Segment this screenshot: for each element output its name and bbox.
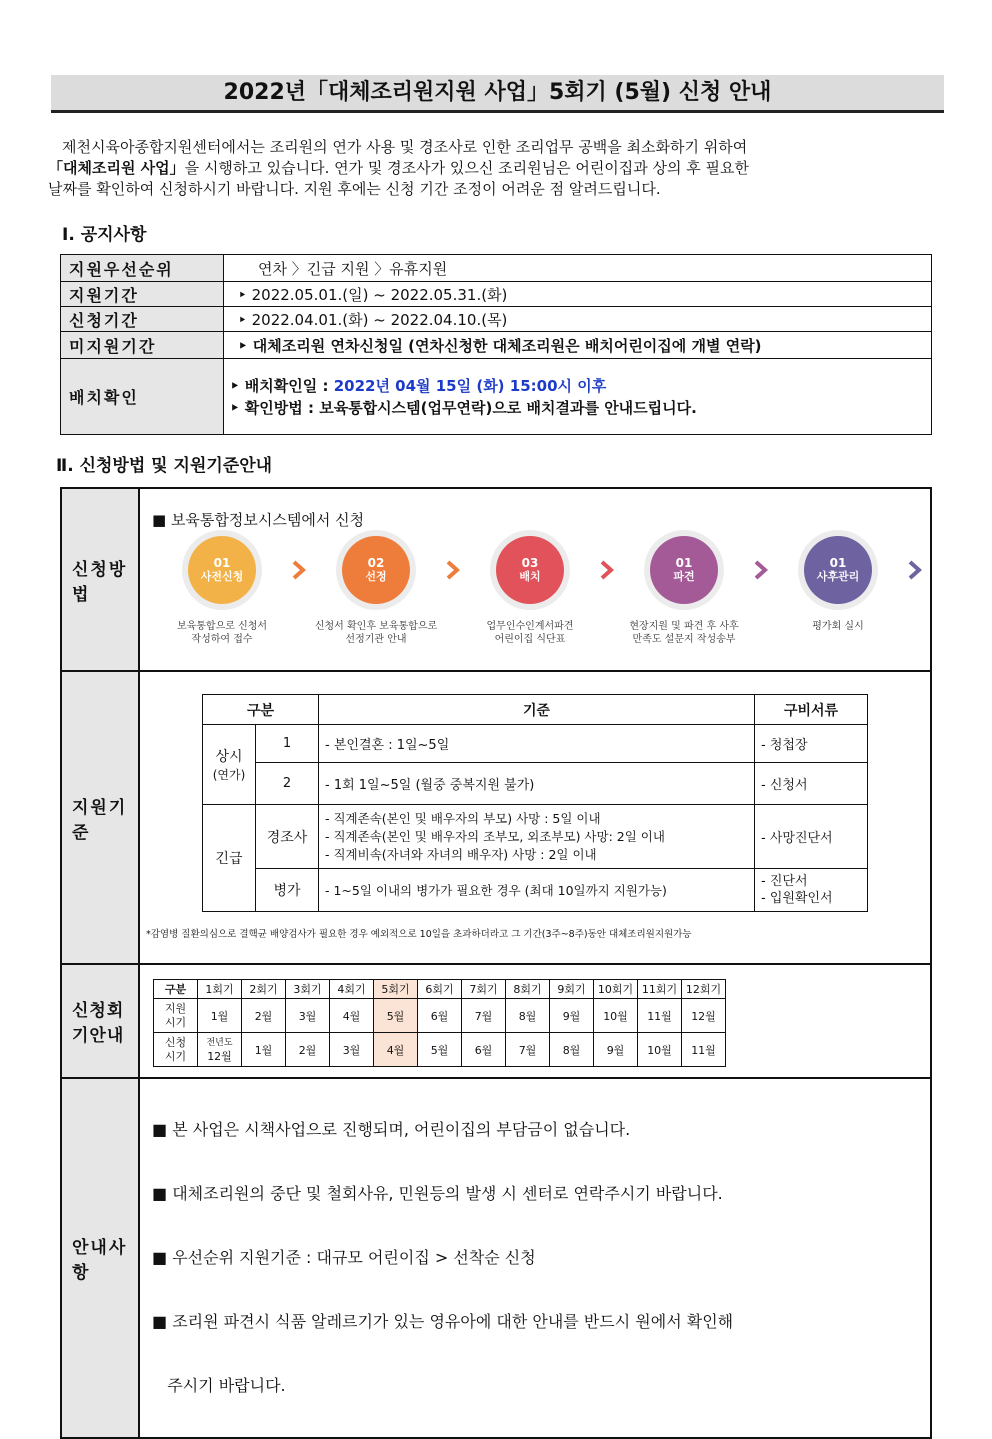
notice-value: ‣ 2022.05.01.(일) ~ 2022.05.31.(화) xyxy=(224,282,932,307)
criteria-number: 1 xyxy=(256,725,319,763)
rounds-cell: 8월 xyxy=(550,1033,594,1067)
rounds-cell: 6월 xyxy=(462,1033,506,1067)
notice-row-priority xyxy=(61,255,932,282)
intro-line-1: 제천시육아종합지원센터에서는 조리원의 연가 사용 및 경조사로 인한 조리업무 공백을 최소화하기 위하여 xyxy=(62,138,748,156)
step-desc-line: 만족도 설문지 작성송부 xyxy=(632,634,736,645)
notice-label: 배치확인 xyxy=(61,359,224,435)
notice-table xyxy=(60,254,932,435)
step-5 xyxy=(768,536,908,648)
doc-line: - 진단서 xyxy=(761,874,808,889)
rounds-cell: 12월 xyxy=(682,999,726,1033)
step-name: 선정 xyxy=(365,570,387,583)
step-name: 사전신청 xyxy=(200,570,244,583)
criteria-header: 구분 xyxy=(203,695,319,725)
rounds-header-cell: 5회기 xyxy=(374,980,418,999)
step-desc-line: 어린이집 식단표 xyxy=(494,634,566,645)
rounds-cell: 5월 xyxy=(374,999,418,1033)
rounds-cell: 2월 xyxy=(286,1033,330,1067)
chevron-right-icon xyxy=(292,560,306,580)
rounds-header-cell: 3회기 xyxy=(286,980,330,999)
info-content xyxy=(139,1078,931,1438)
rounds-header-cell: 8회기 xyxy=(506,980,550,999)
rounds-table xyxy=(153,979,726,1067)
step-description xyxy=(487,620,574,648)
criteria-row xyxy=(203,805,868,869)
rounds-cell: 11월 xyxy=(638,999,682,1033)
criteria-content xyxy=(139,671,931,964)
step-name: 배치 xyxy=(519,570,541,583)
row-criteria xyxy=(61,671,931,964)
criteria-row xyxy=(203,763,868,805)
chevron-right-icon xyxy=(754,560,768,580)
criteria-document xyxy=(755,869,868,912)
notice-value xyxy=(224,359,932,435)
step-number: 02 xyxy=(367,556,385,570)
rounds-cell: 7월 xyxy=(462,999,506,1033)
criteria-text: - 1~5일 이내의 병가가 필요한 경우 (최대 10일까지 지원가능) xyxy=(319,869,755,912)
placement-date-value: 2022년 04월 15일 (화) 15:00시 이후 xyxy=(333,376,607,395)
label-line: 시기 xyxy=(164,1049,187,1063)
row-method xyxy=(61,488,931,671)
placement-date-line xyxy=(230,375,923,397)
step-number: 01 xyxy=(829,556,847,570)
criteria-text xyxy=(319,805,755,869)
page-title: 2022년「대체조리원지원 사업」5회기 (5월) 신청 안내 xyxy=(51,75,944,113)
notice-label: 지원우선순위 xyxy=(61,255,224,282)
placement-date-label: ‣ 배치확인일 : xyxy=(230,376,334,395)
step-desc-line: 선정기관 안내 xyxy=(345,634,407,645)
section2-heading: Ⅱ. 신청방법 및 지원기준안내 xyxy=(56,456,273,476)
rounds-cell: 7월 xyxy=(506,1033,550,1067)
notice-row-period xyxy=(61,282,932,307)
criteria-header: 기준 xyxy=(319,695,755,725)
rounds-cell: 3월 xyxy=(330,1033,374,1067)
intro-paragraph xyxy=(48,137,946,200)
notice-row-apply xyxy=(61,307,932,332)
label-line: 지원 xyxy=(164,1001,187,1015)
step-desc-line: 평가회 실시 xyxy=(812,621,864,632)
criteria-label: 지원기준 xyxy=(61,671,139,964)
info-line: ■ 본 사업은 시책사업으로 진행되며, 어린이집의 부담금이 없습니다. xyxy=(152,1120,631,1139)
rounds-header-cell: 9회기 xyxy=(550,980,594,999)
label-line: 시기 xyxy=(164,1015,187,1029)
criteria-line: - 직계비속(자녀와 자녀의 배우자) 사망 : 2일 이내 xyxy=(325,846,597,862)
method-content xyxy=(139,488,931,671)
rounds-header-row xyxy=(154,980,726,999)
step-circle xyxy=(650,536,718,604)
rounds-cell xyxy=(198,1033,242,1067)
method-label: 신청방법 xyxy=(61,488,139,671)
criteria-row xyxy=(203,725,868,763)
rounds-header-cell: 1회기 xyxy=(198,980,242,999)
criteria-footnote: *감염병 질환의심으로 결핵균 배양검사가 필요한 경우 예외적으로 10일을 초과하더라고 그 기간(3주~8주)동안 대체조리원지원가능 xyxy=(146,929,692,940)
rounds-cell: 9월 xyxy=(594,1033,638,1067)
rounds-header-cell: 7회기 xyxy=(462,980,506,999)
notice-value: ‣ 2022.04.01.(화) ~ 2022.04.10.(목) xyxy=(224,307,932,332)
rounds-row-label xyxy=(154,999,198,1033)
criteria-document: - 사망진단서 xyxy=(755,805,868,869)
step-name: 파견 xyxy=(673,570,695,583)
label-line: 신청 xyxy=(164,1035,187,1049)
criteria-document: - 신청서 xyxy=(755,763,868,805)
step-desc-line: 업무인수인계서파견 xyxy=(486,621,574,632)
chevron-right-icon xyxy=(446,560,460,580)
rounds-cell: 1월 xyxy=(242,1033,286,1067)
notice-label: 미지원기간 xyxy=(61,332,224,359)
step-number: 01 xyxy=(213,556,231,570)
notice-value: ‣ 대체조리원 연차신청일 (연차신청한 대체조리원은 배치어린이집에 개별 연락) xyxy=(224,332,932,359)
rounds-label: 신청회기안내 xyxy=(61,964,139,1078)
rounds-cell: 10월 xyxy=(638,1033,682,1067)
step-description xyxy=(177,620,267,648)
support-table xyxy=(60,487,932,1439)
step-description xyxy=(629,620,738,648)
rounds-header-cell: 10회기 xyxy=(594,980,638,999)
rounds-cell: 5월 xyxy=(418,1033,462,1067)
row-info xyxy=(61,1078,931,1438)
rounds-header-cell: 12회기 xyxy=(682,980,726,999)
intro-line-3: 날짜를 확인하여 신청하시기 바랍니다. 지원 후에는 신청 기간 조정이 어려운 점 알려드립니다. xyxy=(48,180,661,198)
step-circle xyxy=(342,536,410,604)
rounds-cell: 4월 xyxy=(374,1033,418,1067)
cell-line: 전년도 xyxy=(206,1037,233,1048)
step-4 xyxy=(614,536,754,648)
notice-row-excluded xyxy=(61,332,932,359)
step-number: 01 xyxy=(675,556,693,570)
criteria-document: - 청첩장 xyxy=(755,725,868,763)
doc-line: - 입원확인서 xyxy=(761,891,833,906)
criteria-text: - 본인결혼 : 1일~5일 xyxy=(319,725,755,763)
step-circle xyxy=(804,536,872,604)
criteria-table xyxy=(202,694,868,912)
rounds-header-cell: 구분 xyxy=(154,980,198,999)
rounds-header-cell: 11회기 xyxy=(638,980,682,999)
criteria-header-row xyxy=(203,695,868,725)
rounds-cell: 9월 xyxy=(550,999,594,1033)
info-line: ■ 대체조리원의 중단 및 철회사유, 민원등의 발생 시 센터로 연락주시기 바랍니다. xyxy=(152,1184,723,1203)
rounds-cell: 3월 xyxy=(286,999,330,1033)
notice-label: 지원기간 xyxy=(61,282,224,307)
intro-line-2-rest: 을 시행하고 있습니다. 연가 및 경조사가 있으신 조리원님은 어린이집과 상의 후 필요한 xyxy=(184,159,750,177)
rounds-apply-row xyxy=(154,1033,726,1067)
step-circle xyxy=(188,536,256,604)
rounds-content xyxy=(139,964,931,1078)
process-steps xyxy=(152,536,922,648)
criteria-row xyxy=(203,869,868,912)
criteria-text: - 1회 1일~5일 (월중 중복지원 불가) xyxy=(319,763,755,805)
step-description xyxy=(315,620,437,648)
info-line: ■ 조리원 파견시 식품 알레르기가 있는 영유아에 대한 안내를 반드시 원에서 확인해 xyxy=(152,1312,734,1331)
rounds-header-cell: 4회기 xyxy=(330,980,374,999)
step-circle xyxy=(496,536,564,604)
notice-label: 신청기간 xyxy=(61,307,224,332)
intro-line-2 xyxy=(48,158,946,179)
criteria-subcategory: 경조사 xyxy=(256,805,319,869)
row-rounds xyxy=(61,964,931,1078)
category-regular: 상시 xyxy=(215,749,243,765)
intro-bold-program: 「대체조리원 사업」 xyxy=(48,159,185,177)
step-desc-line: 보육통합으로 신청서 xyxy=(176,621,268,632)
rounds-header-cell: 2회기 xyxy=(242,980,286,999)
rounds-row-label xyxy=(154,1033,198,1067)
rounds-support-row xyxy=(154,999,726,1033)
rounds-cell: 1월 xyxy=(198,999,242,1033)
rounds-cell: 2월 xyxy=(242,999,286,1033)
step-3 xyxy=(460,536,600,648)
rounds-cell: 6월 xyxy=(418,999,462,1033)
step-desc-line: 현장지원 및 파견 후 사후 xyxy=(629,621,739,632)
criteria-subcategory: 병가 xyxy=(256,869,319,912)
criteria-header: 구비서류 xyxy=(755,695,868,725)
category-urgent: 긴급 xyxy=(203,805,256,912)
step-desc-line: 신청서 확인후 보육통합으로 xyxy=(314,621,438,632)
category-regular-sub: (연가) xyxy=(212,768,246,782)
cell-line: 12월 xyxy=(207,1049,232,1063)
criteria-category xyxy=(203,725,256,805)
rounds-cell: 4월 xyxy=(330,999,374,1033)
criteria-number: 2 xyxy=(256,763,319,805)
chevron-right-icon xyxy=(600,560,614,580)
chevron-right-icon xyxy=(908,560,922,580)
step-desc-line: 작성하여 접수 xyxy=(191,634,253,645)
placement-method-line: ‣ 확인방법 : 보육통합시스템(업무연락)으로 배치결과를 안내드립니다. xyxy=(230,398,697,417)
info-line: ■ 우선순위 지원기준 : 대규모 어린이집 > 선착순 신청 xyxy=(152,1248,536,1267)
rounds-header-cell: 6회기 xyxy=(418,980,462,999)
notice-value: 연차 〉긴급 지원 〉유휴지원 xyxy=(224,255,932,282)
step-number: 03 xyxy=(521,556,539,570)
step-2 xyxy=(306,536,446,648)
info-line: 주시기 바랍니다. xyxy=(152,1376,286,1395)
criteria-line: - 직계존속(본인 및 배우자의 조부모, 외조부모) 사망: 2일 이내 xyxy=(325,828,665,844)
step-1 xyxy=(152,536,292,648)
step-name: 사후관리 xyxy=(816,570,860,583)
section1-heading: Ⅰ. 공지사항 xyxy=(62,225,147,245)
rounds-cell: 8월 xyxy=(506,999,550,1033)
step-description xyxy=(812,620,863,648)
rounds-cell: 11월 xyxy=(682,1033,726,1067)
method-bullet: ■ 보육통합정보시스템에서 신청 xyxy=(152,511,365,529)
criteria-line: - 직계존속(본인 및 배우자의 부모) 사망 : 5일 이내 xyxy=(325,810,601,826)
info-label: 안내사항 xyxy=(61,1078,139,1438)
rounds-cell: 10월 xyxy=(594,999,638,1033)
notice-row-placement xyxy=(61,359,932,435)
